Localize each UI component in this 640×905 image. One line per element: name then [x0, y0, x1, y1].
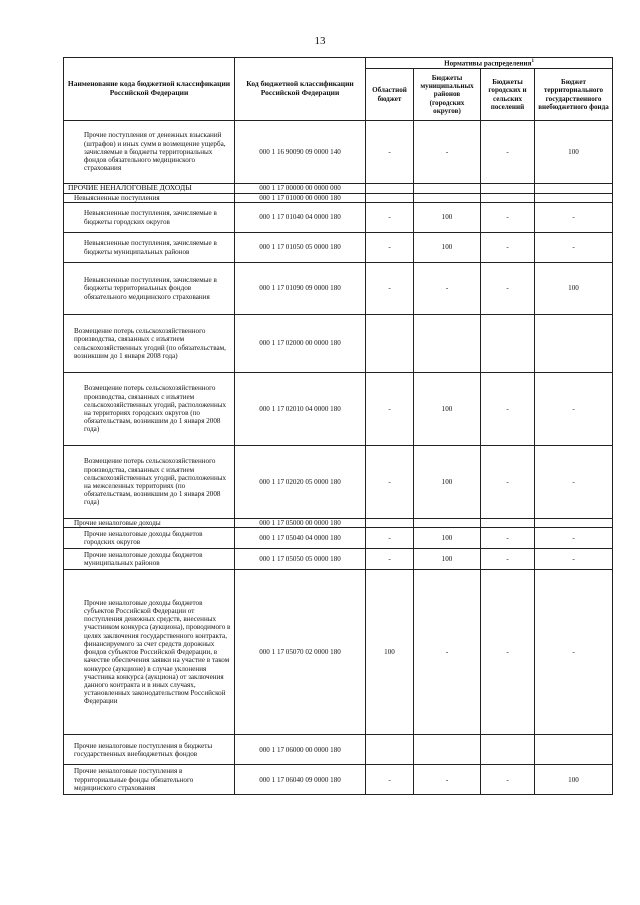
table-row [64, 570, 613, 735]
row-regional: - [366, 203, 414, 233]
row-code: 000 1 17 02000 00 0000 180 [235, 315, 366, 373]
row-municipal [414, 193, 481, 202]
row-name: Невыясненные поступления, зачисляемые в бюджеты муниципальных районов [64, 233, 235, 263]
row-fund [535, 184, 613, 194]
row-code: 000 1 17 05040 04 0000 180 [235, 528, 366, 549]
row-regional [366, 519, 414, 528]
row-settlements [481, 519, 535, 528]
row-municipal: 100 [414, 233, 481, 263]
header-distribution-group [366, 58, 613, 69]
row-municipal: - [414, 121, 481, 184]
row-municipal: - [414, 570, 481, 735]
row-settlements: - [481, 263, 535, 315]
row-code: 000 1 17 05050 05 0000 180 [235, 549, 366, 570]
row-regional: - [366, 446, 414, 519]
header-name: Наименование кода бюджетной классификации Российской Федерации [64, 58, 235, 121]
row-name: ПРОЧИЕ НЕНАЛОГОВЫЕ ДОХОДЫ [64, 184, 235, 194]
row-municipal: 100 [414, 203, 481, 233]
row-fund [535, 315, 613, 373]
row-fund [535, 735, 613, 765]
row-settlements [481, 315, 535, 373]
row-regional [366, 315, 414, 373]
table-row [64, 315, 613, 373]
row-settlements [481, 184, 535, 194]
row-municipal: 100 [414, 446, 481, 519]
row-settlements: - [481, 570, 535, 735]
table-row [64, 203, 613, 233]
header-group-footnote: 1 [531, 58, 534, 64]
row-code: 000 1 17 06000 00 0000 180 [235, 735, 366, 765]
row-regional: - [366, 765, 414, 795]
row-regional [366, 735, 414, 765]
row-regional [366, 193, 414, 202]
row-name: Прочие поступления от денежных взысканий (штрафов) и иных сумм в возмещение ущерба, зачисляемые в бюджеты территориальных фондов обязательного медицинского страхования [64, 121, 235, 184]
row-name: Прочие неналоговые доходы бюджетов субъектов Российской Федерации от поступления денежных средств, внесенных участником конкурса (аукциона), проводимого в целях заключения государственного контракта, финансируемого за счет средств дорожных фондов субъектов Российской Федерации, в качестве обеспечения заявки на участие в таком конкурсе (аукционе) в случае уклонения участника конкурса (аукциона) от заключения данного контракта и в иных случаях, установленных законодательством Российской Федерации [64, 570, 235, 735]
row-settlements: - [481, 446, 535, 519]
row-settlements: - [481, 233, 535, 263]
row-fund: - [535, 233, 613, 263]
row-municipal [414, 315, 481, 373]
header-regional: Областной бюджет [366, 69, 414, 121]
row-settlements [481, 193, 535, 202]
row-code: 000 1 17 00000 00 0000 000 [235, 184, 366, 194]
row-settlements: - [481, 528, 535, 549]
row-code: 000 1 17 05000 00 0000 180 [235, 519, 366, 528]
table-row [64, 735, 613, 765]
table-row [64, 233, 613, 263]
table-row [64, 263, 613, 315]
row-regional: - [366, 263, 414, 315]
row-settlements: - [481, 121, 535, 184]
row-fund: - [535, 549, 613, 570]
row-municipal [414, 184, 481, 194]
row-regional: - [366, 121, 414, 184]
row-name: Возмещение потерь сельскохозяйственного производства, связанных с изъятием сельскохозяйственных угодий, расположенных на межселенных территориях (по обязательствам, возникшим до 1 января 2008 года) [64, 446, 235, 519]
header-group-label: Нормативы распределения [444, 59, 532, 68]
row-fund [535, 519, 613, 528]
row-code: 000 1 17 01050 05 0000 180 [235, 233, 366, 263]
row-code: 000 1 17 02010 04 0000 180 [235, 373, 366, 446]
header-fund: Бюджет территориального государственного внебюджетного фонда [535, 69, 613, 121]
budget-distribution-table [63, 57, 613, 795]
row-code: 000 1 17 01040 04 0000 180 [235, 203, 366, 233]
table-row [64, 193, 613, 202]
table-row [64, 121, 613, 184]
table-row [64, 184, 613, 194]
table-row [64, 528, 613, 549]
header-municipal: Бюджеты муниципальных районов (городских округов) [414, 69, 481, 121]
row-municipal [414, 519, 481, 528]
row-code: 000 1 17 02020 05 0000 180 [235, 446, 366, 519]
row-name: Возмещение потерь сельскохозяйственного производства, связанных с изъятием сельскохозяйственных угодий, расположенных на территориях городских округов (по обязательствам, возникшим до 1 января 2008 года) [64, 373, 235, 446]
row-settlements: - [481, 203, 535, 233]
row-code: 000 1 17 01000 00 0000 180 [235, 193, 366, 202]
row-municipal: - [414, 263, 481, 315]
row-name: Прочие неналоговые поступления в бюджеты государственных внебюджетных фондов [64, 735, 235, 765]
table-row [64, 549, 613, 570]
row-municipal: - [414, 765, 481, 795]
row-fund: 100 [535, 121, 613, 184]
row-code: 000 1 17 06040 09 0000 180 [235, 765, 366, 795]
row-settlements: - [481, 765, 535, 795]
row-fund: - [535, 446, 613, 519]
row-municipal: 100 [414, 549, 481, 570]
row-settlements: - [481, 373, 535, 446]
row-settlements: - [481, 549, 535, 570]
row-regional: - [366, 373, 414, 446]
header-settlements: Бюджеты городских и сельских поселений [481, 69, 535, 121]
row-fund: - [535, 528, 613, 549]
table-row [64, 373, 613, 446]
row-code: 000 1 16 90090 09 0000 140 [235, 121, 366, 184]
table-row [64, 446, 613, 519]
row-name: Невыясненные поступления, зачисляемые в бюджеты городских округов [64, 203, 235, 233]
row-regional: - [366, 549, 414, 570]
row-name: Возмещение потерь сельскохозяйственного производства, связанных с изъятием сельскохозяйственных угодий (по обязательствам, возникшим до 1 января 2008 года) [64, 315, 235, 373]
row-regional: - [366, 528, 414, 549]
header-code: Код бюджетной классификации Российской Федерации [235, 58, 366, 121]
row-name: Невыясненные поступления [64, 193, 235, 202]
row-regional: 100 [366, 570, 414, 735]
row-name: Прочие неналоговые доходы [64, 519, 235, 528]
row-fund: - [535, 373, 613, 446]
row-code: 000 1 17 01090 09 0000 180 [235, 263, 366, 315]
row-name: Прочие неналоговые доходы бюджетов муниципальных районов [64, 549, 235, 570]
table-row [64, 765, 613, 795]
row-settlements [481, 735, 535, 765]
row-name: Невыясненные поступления, зачисляемые в бюджеты территориальных фондов обязательного медицинского страхования [64, 263, 235, 315]
row-municipal [414, 735, 481, 765]
row-municipal: 100 [414, 373, 481, 446]
row-regional: - [366, 233, 414, 263]
row-fund: 100 [535, 765, 613, 795]
row-code: 000 1 17 05070 02 0000 180 [235, 570, 366, 735]
row-name: Прочие неналоговые доходы бюджетов городских округов [64, 528, 235, 549]
table-row [64, 519, 613, 528]
row-fund: 100 [535, 263, 613, 315]
row-municipal: 100 [414, 528, 481, 549]
row-fund: - [535, 203, 613, 233]
page-number: 13 [314, 35, 326, 47]
row-fund [535, 193, 613, 202]
row-regional [366, 184, 414, 194]
row-fund: - [535, 570, 613, 735]
row-name: Прочие неналоговые поступления в территориальные фонды обязательного медицинского страхования [64, 765, 235, 795]
